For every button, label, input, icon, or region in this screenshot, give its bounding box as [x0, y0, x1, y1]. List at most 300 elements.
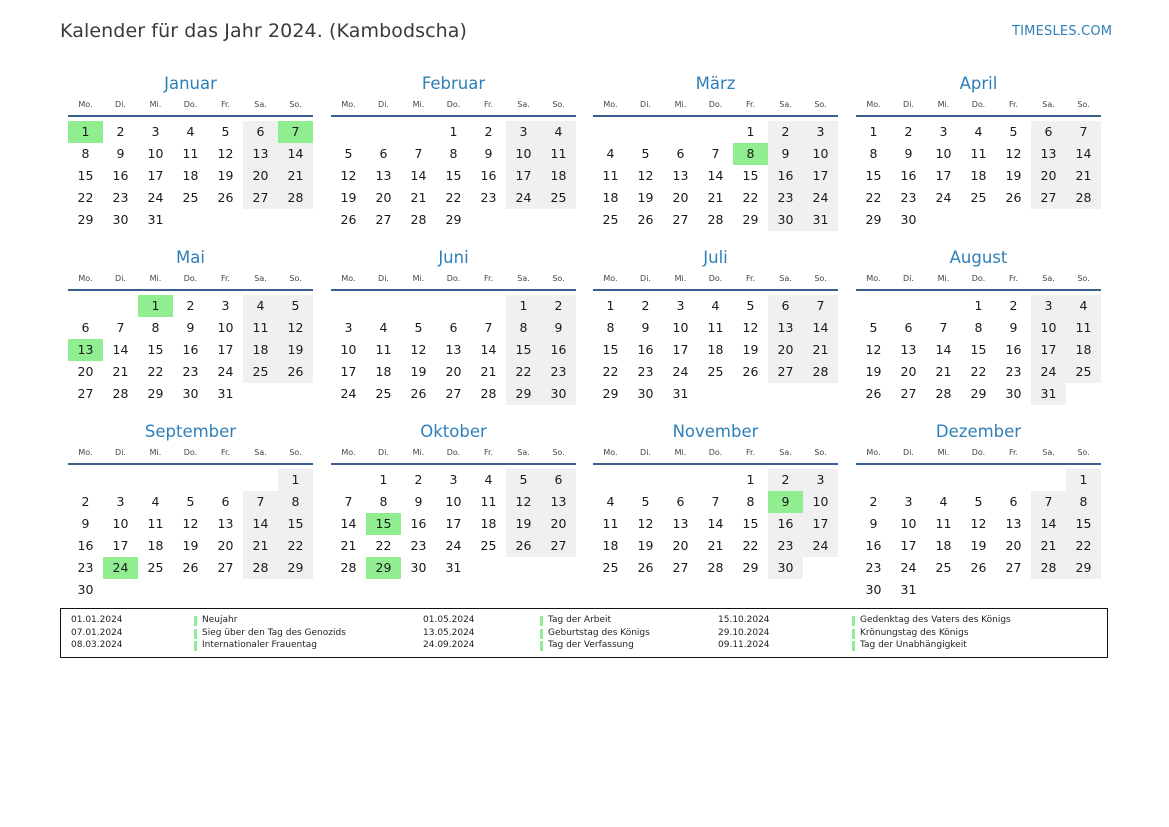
day-cell: 14	[1031, 513, 1066, 535]
day-cell: 23	[182, 364, 199, 379]
day-cell: 16	[1005, 342, 1022, 357]
day-cell: 6	[379, 146, 388, 161]
day-cell: 7	[803, 295, 838, 317]
day-cell: 11	[480, 494, 497, 509]
day-cell: 13	[900, 342, 917, 357]
day-cell: 12	[970, 516, 987, 531]
day-cell: 1	[606, 298, 615, 313]
day-cell: 2	[186, 298, 195, 313]
day-cell: 30	[768, 209, 803, 231]
weekday-label: Do.	[183, 274, 198, 283]
day-cell: 15	[445, 168, 462, 183]
day-cell: 27	[77, 386, 94, 401]
legend-marker	[194, 641, 197, 651]
holiday-legend	[60, 608, 1108, 658]
weekday-label: Di.	[640, 274, 651, 283]
day-cell: 8	[379, 494, 388, 509]
weekday-label: Mo.	[341, 448, 356, 457]
day-cell: 13	[445, 342, 462, 357]
day-cell: 29	[445, 212, 462, 227]
day-cell: 2	[768, 121, 803, 143]
day-cell: 20	[900, 364, 917, 379]
weekday-label: Di.	[378, 448, 389, 457]
day-cell: 14	[803, 317, 838, 339]
day-cell: 12	[637, 168, 654, 183]
day-cell: 4	[541, 121, 576, 143]
weekday-label: So.	[289, 100, 302, 109]
weekday-label: So.	[814, 274, 827, 283]
day-cell: 12	[865, 342, 882, 357]
day-cell: 7	[939, 320, 948, 335]
weekday-label: Do.	[183, 100, 198, 109]
day-cell: 29	[278, 557, 313, 579]
day-cell: 28	[243, 557, 278, 579]
month-februar	[331, 74, 576, 234]
day-cell: 6	[541, 469, 576, 491]
page-title: Kalender für das Jahr 2024. (Kambodscha)	[60, 20, 468, 42]
day-cell: 4	[711, 298, 720, 313]
day-cell: 18	[147, 538, 164, 553]
month-rule	[331, 463, 576, 465]
month-oktober	[331, 422, 576, 582]
day-cell: 3	[116, 494, 125, 509]
day-cell: 28	[340, 560, 357, 575]
day-cell: 21	[480, 364, 497, 379]
day-cell: 12	[340, 168, 357, 183]
day-cell: 24	[217, 364, 234, 379]
day-cell: 27	[672, 212, 689, 227]
day-cell: 19	[970, 538, 987, 553]
day-cell: 21	[707, 538, 724, 553]
day-cell: 19	[340, 190, 357, 205]
weekday-label: Fr.	[483, 100, 494, 109]
day-cell: 28	[410, 212, 427, 227]
month-rule	[68, 289, 313, 291]
weekday-label: Sa.	[517, 448, 530, 457]
day-cell: 16	[77, 538, 94, 553]
day-cell: 22	[506, 361, 541, 383]
day-cell: 17	[445, 516, 462, 531]
day-cell: 15	[602, 342, 619, 357]
day-cell: 10	[803, 143, 838, 165]
legend-date: 13.05.2024	[423, 627, 475, 638]
day-cell: 19	[182, 538, 199, 553]
holiday-day-cell: 8	[733, 143, 768, 165]
day-cell: 20	[1005, 538, 1022, 553]
day-cell: 27	[445, 386, 462, 401]
day-cell: 1	[974, 298, 983, 313]
day-cell: 16	[182, 342, 199, 357]
weekday-label: Sa.	[517, 274, 530, 283]
day-cell: 20	[672, 538, 689, 553]
holiday-day-cell: 1	[68, 121, 103, 143]
day-cell: 31	[147, 212, 164, 227]
month-title: November	[672, 422, 759, 441]
weekday-label: Di.	[115, 448, 126, 457]
day-cell: 21	[803, 339, 838, 361]
day-cell: 11	[707, 320, 724, 335]
weekday-label: Mo.	[341, 100, 356, 109]
day-cell: 14	[340, 516, 357, 531]
day-cell: 4	[974, 124, 983, 139]
day-cell: 16	[112, 168, 129, 183]
legend-marker	[852, 629, 855, 639]
day-cell: 26	[182, 560, 199, 575]
weekday-label: Di.	[115, 100, 126, 109]
day-cell: 12	[637, 516, 654, 531]
day-cell: 3	[803, 121, 838, 143]
day-cell: 27	[243, 187, 278, 209]
day-cell: 19	[410, 364, 427, 379]
day-cell: 20	[77, 364, 94, 379]
month-title: März	[695, 74, 736, 93]
day-cell: 9	[541, 317, 576, 339]
day-cell: 14	[480, 342, 497, 357]
day-cell: 6	[243, 121, 278, 143]
month-rule	[856, 289, 1101, 291]
legend-date: 15.10.2024	[718, 615, 770, 625]
weekday-label: Mi.	[149, 100, 162, 109]
day-cell: 17	[112, 538, 129, 553]
day-cell: 23	[1005, 364, 1022, 379]
month-januar	[68, 74, 313, 234]
day-cell: 9	[641, 320, 650, 335]
day-cell: 1	[869, 124, 878, 139]
day-cell: 16	[637, 342, 654, 357]
day-cell: 23	[637, 364, 654, 379]
day-cell: 29	[506, 383, 541, 405]
day-cell: 14	[278, 143, 313, 165]
day-cell: 28	[1031, 557, 1066, 579]
day-cell: 11	[243, 317, 278, 339]
day-cell: 11	[1066, 317, 1101, 339]
day-cell: 25	[602, 560, 619, 575]
weekday-label: Mo.	[78, 448, 93, 457]
day-cell: 26	[340, 212, 357, 227]
day-cell: 9	[869, 516, 878, 531]
day-cell: 17	[900, 538, 917, 553]
day-cell: 23	[900, 190, 917, 205]
day-cell: 18	[182, 168, 199, 183]
day-cell: 22	[865, 190, 882, 205]
weekday-label: Fr.	[483, 274, 494, 283]
day-cell: 7	[344, 494, 353, 509]
day-cell: 15	[278, 513, 313, 535]
day-cell: 2	[414, 472, 423, 487]
day-cell: 24	[935, 190, 952, 205]
day-cell: 10	[340, 342, 357, 357]
day-cell: 30	[77, 582, 94, 597]
day-cell: 14	[707, 516, 724, 531]
day-cell: 5	[278, 295, 313, 317]
month-april	[856, 74, 1101, 234]
site-link[interactable]: TIMESLES.COM	[1012, 24, 1113, 39]
weekday-label: So.	[1077, 448, 1090, 457]
month-rule	[856, 115, 1101, 117]
day-cell: 30	[865, 582, 882, 597]
day-cell: 12	[217, 146, 234, 161]
weekday-label: Mi.	[412, 274, 425, 283]
day-cell: 12	[278, 317, 313, 339]
day-cell: 7	[414, 146, 423, 161]
day-cell: 26	[637, 212, 654, 227]
weekday-label: Mi.	[674, 448, 687, 457]
holiday-day-cell: 7	[278, 121, 313, 143]
day-cell: 20	[1031, 165, 1066, 187]
day-cell: 3	[803, 469, 838, 491]
month-juli	[593, 248, 838, 408]
day-cell: 5	[344, 146, 353, 161]
weekday-label: Fr.	[220, 274, 231, 283]
legend-holiday-name: Tag der Unabhängigkeit	[860, 640, 967, 650]
day-cell: 18	[602, 190, 619, 205]
day-cell: 16	[768, 513, 803, 535]
legend-date: 29.10.2024	[718, 627, 770, 638]
day-cell: 21	[1031, 535, 1066, 557]
day-cell: 23	[112, 190, 129, 205]
day-cell: 15	[865, 168, 882, 183]
weekday-label: Mo.	[866, 100, 881, 109]
day-cell: 6	[676, 146, 685, 161]
day-cell: 23	[480, 190, 497, 205]
day-cell: 1	[1066, 469, 1101, 491]
day-cell: 4	[186, 124, 195, 139]
day-cell: 27	[375, 212, 392, 227]
weekday-label: So.	[1077, 274, 1090, 283]
day-cell: 25	[375, 386, 392, 401]
weekday-label: So.	[814, 448, 827, 457]
day-cell: 30	[900, 212, 917, 227]
weekday-label: Fr.	[1008, 100, 1019, 109]
day-cell: 9	[81, 516, 90, 531]
day-cell: 23	[77, 560, 94, 575]
day-cell: 20	[768, 339, 803, 361]
day-cell: 15	[742, 168, 759, 183]
day-cell: 5	[746, 298, 755, 313]
day-cell: 5	[869, 320, 878, 335]
day-cell: 12	[742, 320, 759, 335]
day-cell: 25	[602, 212, 619, 227]
day-cell: 15	[77, 168, 94, 183]
month-title: Januar	[164, 74, 217, 93]
day-cell: 3	[344, 320, 353, 335]
weekday-label: Mi.	[149, 274, 162, 283]
day-cell: 17	[217, 342, 234, 357]
day-cell: 4	[151, 494, 160, 509]
weekday-label: Mo.	[78, 100, 93, 109]
month-rule	[593, 115, 838, 117]
day-cell: 31	[217, 386, 234, 401]
day-cell: 5	[1009, 124, 1018, 139]
day-cell: 17	[803, 513, 838, 535]
weekday-label: Do.	[971, 274, 986, 283]
day-cell: 3	[221, 298, 230, 313]
day-cell: 25	[935, 560, 952, 575]
weekday-label: Mo.	[78, 274, 93, 283]
day-cell: 13	[541, 491, 576, 513]
day-cell: 3	[904, 494, 913, 509]
day-cell: 10	[147, 146, 164, 161]
day-cell: 24	[506, 187, 541, 209]
day-cell: 10	[672, 320, 689, 335]
day-cell: 9	[484, 146, 493, 161]
day-cell: 31	[672, 386, 689, 401]
month-title: April	[959, 74, 998, 93]
day-cell: 27	[217, 560, 234, 575]
weekday-label: Fr.	[220, 448, 231, 457]
weekday-label: Di.	[640, 100, 651, 109]
day-cell: 10	[935, 146, 952, 161]
day-cell: 6	[768, 295, 803, 317]
day-cell: 11	[147, 516, 164, 531]
day-cell: 25	[147, 560, 164, 575]
day-cell: 4	[1066, 295, 1101, 317]
weekday-label: Do.	[446, 274, 461, 283]
weekday-label: Mo.	[603, 100, 618, 109]
day-cell: 10	[1031, 317, 1066, 339]
day-cell: 13	[672, 168, 689, 183]
day-cell: 9	[904, 146, 913, 161]
day-cell: 30	[1005, 386, 1022, 401]
weekday-label: Mi.	[937, 274, 950, 283]
legend-date: 07.01.2024	[71, 627, 123, 638]
weekday-label: Sa.	[779, 448, 792, 457]
day-cell: 15	[742, 516, 759, 531]
day-cell: 22	[602, 364, 619, 379]
day-cell: 14	[1066, 143, 1101, 165]
day-cell: 27	[672, 560, 689, 575]
day-cell: 25	[182, 190, 199, 205]
day-cell: 27	[541, 535, 576, 557]
day-cell: 11	[541, 143, 576, 165]
day-cell: 21	[410, 190, 427, 205]
day-cell: 10	[112, 516, 129, 531]
day-cell: 29	[742, 560, 759, 575]
day-cell: 23	[865, 560, 882, 575]
day-cell: 15	[970, 342, 987, 357]
day-cell: 17	[340, 364, 357, 379]
day-cell: 8	[974, 320, 983, 335]
day-cell: 30	[112, 212, 129, 227]
weekday-label: Mo.	[866, 274, 881, 283]
day-cell: 29	[77, 212, 94, 227]
day-cell: 14	[112, 342, 129, 357]
day-cell: 24	[803, 535, 838, 557]
day-cell: 2	[1009, 298, 1018, 313]
day-cell: 14	[707, 168, 724, 183]
day-cell: 18	[707, 342, 724, 357]
day-cell: 3	[506, 121, 541, 143]
day-cell: 9	[1009, 320, 1018, 335]
weekday-label: Do.	[708, 448, 723, 457]
day-cell: 6	[1009, 494, 1018, 509]
day-cell: 23	[768, 187, 803, 209]
month-rule	[331, 289, 576, 291]
legend-date: 01.01.2024	[71, 615, 123, 625]
day-cell: 31	[445, 560, 462, 575]
day-cell: 13	[672, 516, 689, 531]
weekday-label: Fr.	[483, 448, 494, 457]
day-cell: 3	[676, 298, 685, 313]
day-cell: 2	[116, 124, 125, 139]
weekday-label: Fr.	[1008, 274, 1019, 283]
day-cell: 7	[1031, 491, 1066, 513]
day-cell: 16	[541, 339, 576, 361]
day-cell: 24	[340, 386, 357, 401]
day-cell: 6	[904, 320, 913, 335]
day-cell: 16	[480, 168, 497, 183]
day-cell: 18	[375, 364, 392, 379]
day-cell: 10	[803, 491, 838, 513]
day-cell: 4	[939, 494, 948, 509]
weekday-label: Do.	[446, 100, 461, 109]
day-cell: 28	[1066, 187, 1101, 209]
month-title: Dezember	[935, 422, 1022, 441]
day-cell: 24	[672, 364, 689, 379]
day-cell: 14	[243, 513, 278, 535]
day-cell: 21	[340, 538, 357, 553]
day-cell: 2	[768, 469, 803, 491]
day-cell: 4	[606, 146, 615, 161]
day-cell: 14	[410, 168, 427, 183]
weekday-label: So.	[552, 448, 565, 457]
day-cell: 9	[768, 143, 803, 165]
weekday-label: Do.	[708, 274, 723, 283]
month-title: August	[949, 248, 1008, 267]
day-cell: 29	[147, 386, 164, 401]
day-cell: 1	[449, 124, 458, 139]
day-cell: 6	[449, 320, 458, 335]
weekday-label: Sa.	[1042, 274, 1055, 283]
day-cell: 24	[147, 190, 164, 205]
weekday-label: Sa.	[254, 100, 267, 109]
weekday-label: Sa.	[254, 274, 267, 283]
day-cell: 28	[707, 212, 724, 227]
day-cell: 13	[375, 168, 392, 183]
day-cell: 14	[935, 342, 952, 357]
weekday-label: Mi.	[937, 448, 950, 457]
day-cell: 5	[974, 494, 983, 509]
day-cell: 22	[147, 364, 164, 379]
day-cell: 21	[278, 165, 313, 187]
day-cell: 19	[865, 364, 882, 379]
day-cell: 8	[506, 317, 541, 339]
day-cell: 21	[1066, 165, 1101, 187]
day-cell: 5	[641, 494, 650, 509]
day-cell: 31	[803, 209, 838, 231]
day-cell: 13	[243, 143, 278, 165]
day-cell: 25	[1066, 361, 1101, 383]
legend-holiday-name: Geburtstag des Königs	[548, 627, 650, 638]
day-cell: 18	[935, 538, 952, 553]
weekday-label: Di.	[903, 274, 914, 283]
legend-marker	[194, 629, 197, 639]
day-cell: 11	[602, 168, 619, 183]
day-cell: 19	[742, 342, 759, 357]
legend-date: 09.11.2024	[718, 640, 770, 650]
day-cell: 28	[707, 560, 724, 575]
day-cell: 5	[641, 146, 650, 161]
day-cell: 23	[410, 538, 427, 553]
day-cell: 19	[1005, 168, 1022, 183]
weekday-label: Sa.	[254, 448, 267, 457]
weekday-label: Fr.	[220, 100, 231, 109]
weekday-label: Mo.	[603, 274, 618, 283]
weekday-label: Do.	[708, 100, 723, 109]
day-cell: 12	[410, 342, 427, 357]
day-cell: 8	[746, 494, 755, 509]
weekday-label: Mi.	[937, 100, 950, 109]
